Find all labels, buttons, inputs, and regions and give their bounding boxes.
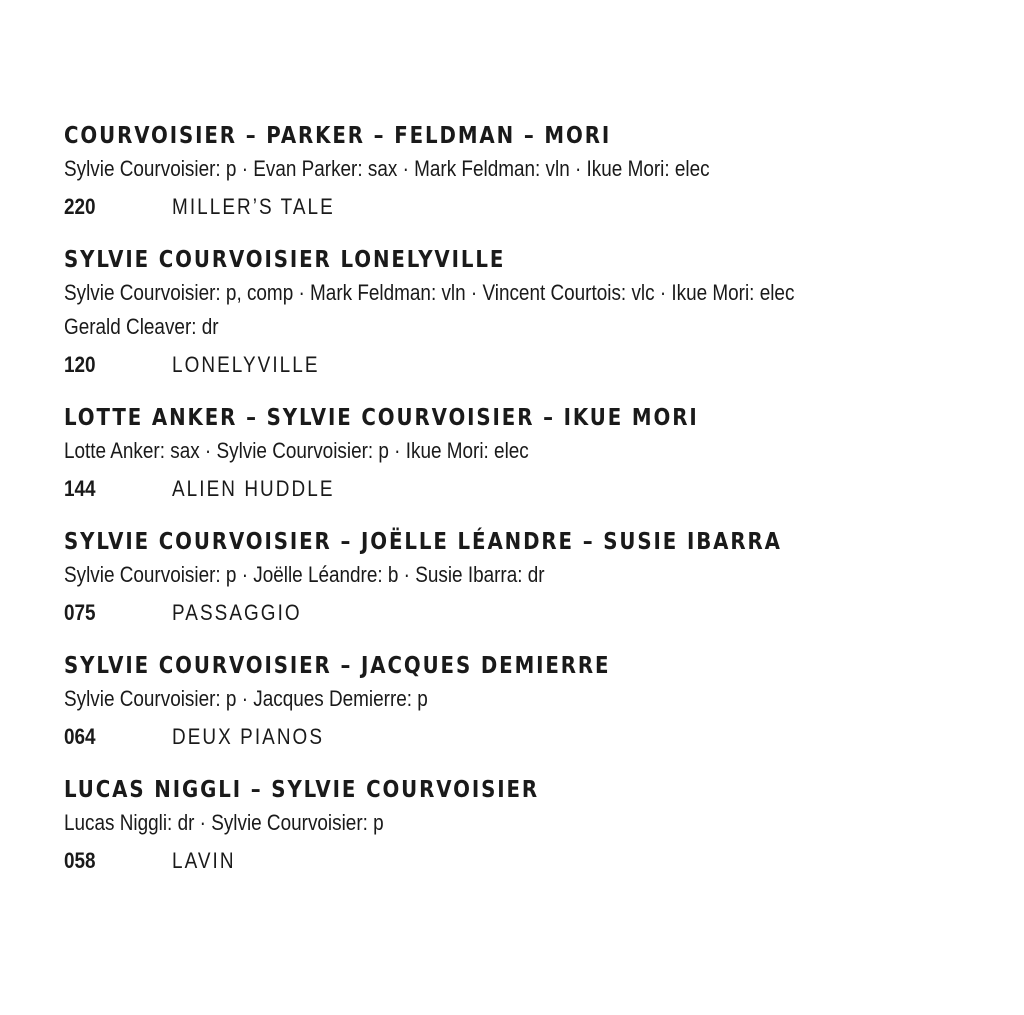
release-title: PASSAGGIO (172, 600, 302, 625)
discography-entry (64, 402, 994, 506)
entry-title: SYLVIE COURVOISIER – JOËLLE LÉANDRE – SUSIE IBARRA (64, 529, 782, 555)
release-row (64, 720, 994, 754)
release-row (64, 472, 994, 506)
entry-lineup: Lucas Niggli: dr · Sylvie Courvoisier: p (64, 810, 384, 835)
discography-entry (64, 526, 994, 630)
catalog-number: 075 (64, 600, 96, 625)
release-title: LAVIN (172, 848, 236, 873)
catalog-number: 058 (64, 848, 96, 873)
release-row (64, 844, 994, 878)
release-row (64, 190, 994, 224)
catalog-number: 144 (64, 476, 96, 501)
release-title: ALIEN HUDDLE (172, 476, 335, 501)
entry-lineup: Lotte Anker: sax · Sylvie Courvoisier: p · Ikue Mori: elec (64, 438, 529, 463)
catalog-number: 064 (64, 724, 96, 749)
entry-title: COURVOISIER – PARKER – FELDMAN – MORI (64, 123, 612, 149)
entry-lineup: Sylvie Courvoisier: p · Joëlle Léandre: b · Susie Ibarra: dr (64, 562, 545, 587)
entry-lineup: Sylvie Courvoisier: p, comp · Mark Feldman: vln · Vincent Courtois: vlc · Ikue Mori: elec (64, 280, 795, 305)
entry-lineup: Sylvie Courvoisier: p · Jacques Demierre: p (64, 686, 428, 711)
entry-title: SYLVIE COURVOISIER LONELYVILLE (64, 247, 506, 273)
entry-title: LUCAS NIGGLI – SYLVIE COURVOISIER (64, 777, 539, 803)
discography-entry (64, 244, 994, 382)
entry-title: LOTTE ANKER – SYLVIE COURVOISIER – IKUE MORI (64, 405, 699, 431)
discography-entry (64, 120, 994, 224)
release-title: DEUX PIANOS (172, 724, 325, 749)
release-row (64, 348, 994, 382)
entry-title: SYLVIE COURVOISIER – JACQUES DEMIERRE (64, 653, 611, 679)
entry-lineup: Gerald Cleaver: dr (64, 314, 219, 339)
discography-entry (64, 650, 994, 754)
discography-list (64, 120, 994, 878)
release-row (64, 596, 994, 630)
entry-lineup: Sylvie Courvoisier: p · Evan Parker: sax · Mark Feldman: vln · Ikue Mori: elec (64, 156, 710, 181)
release-title: MILLER’S TALE (172, 194, 335, 219)
catalog-number: 220 (64, 194, 96, 219)
catalog-number: 120 (64, 352, 96, 377)
release-title: LONELYVILLE (172, 352, 320, 377)
discography-entry (64, 774, 994, 878)
